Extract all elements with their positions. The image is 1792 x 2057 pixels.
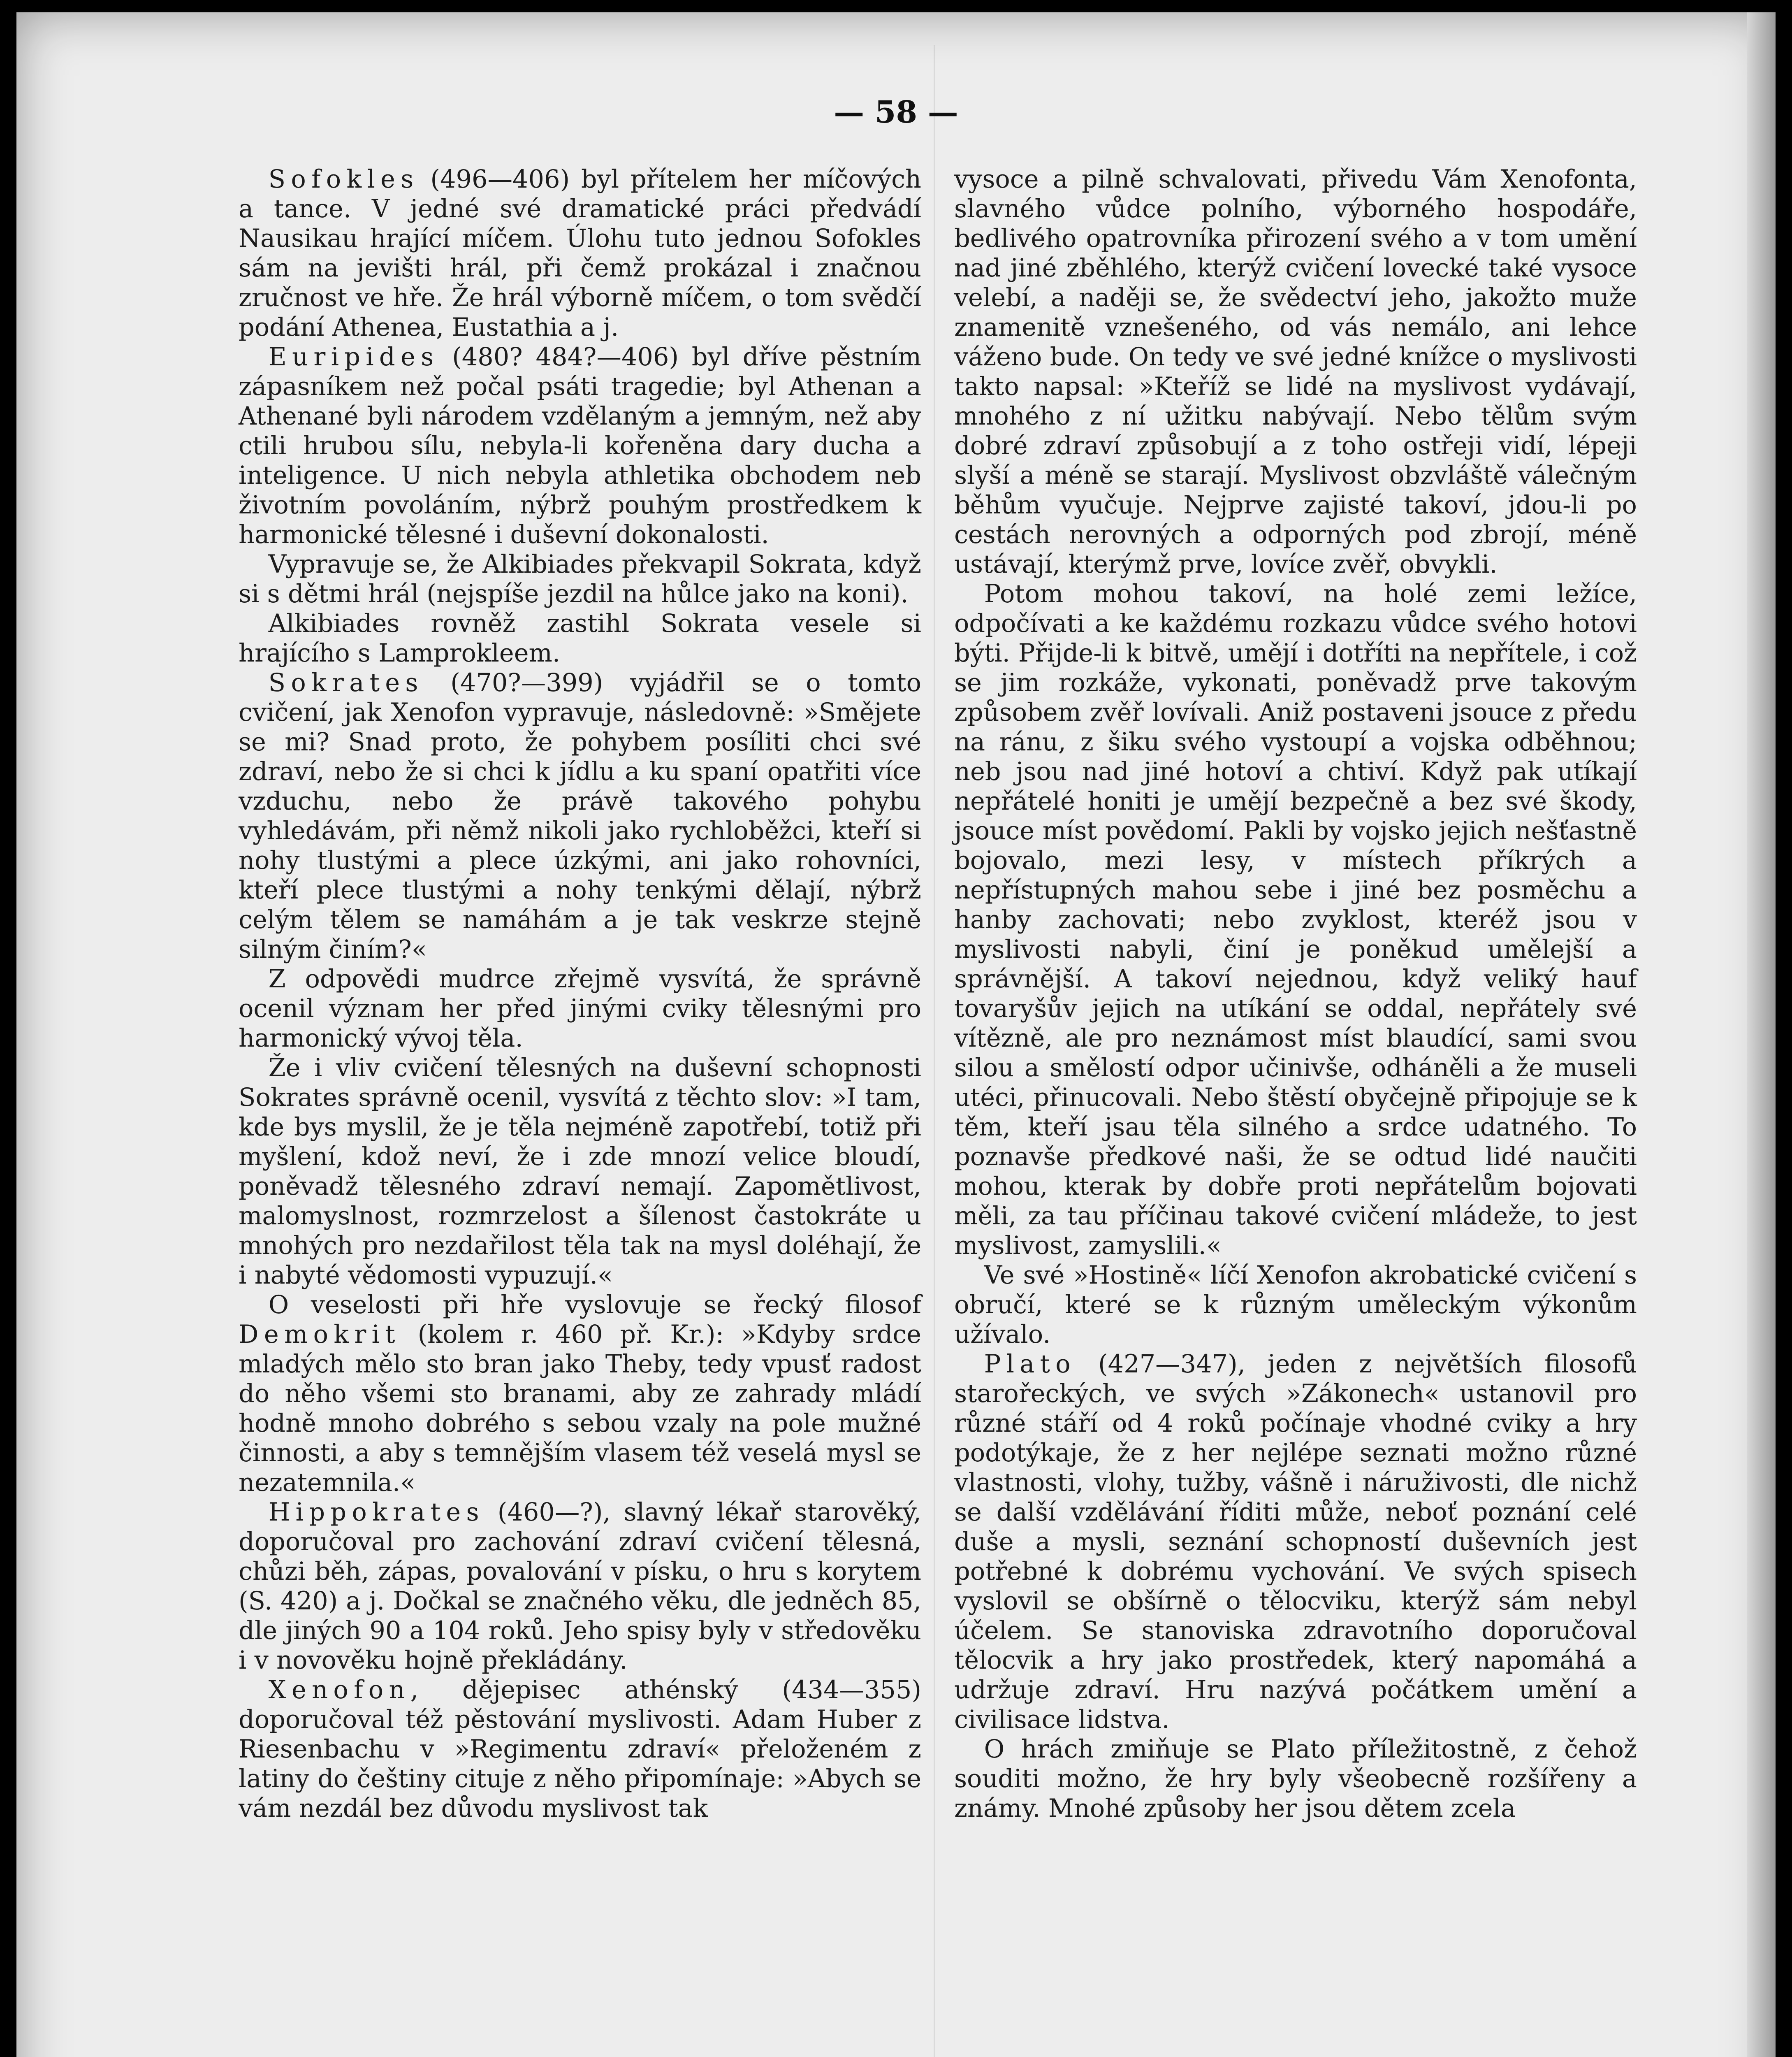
left-column	[239, 165, 921, 1823]
person-name: Euripides	[268, 343, 439, 371]
person-name: Plato	[984, 1350, 1076, 1379]
book-page	[16, 12, 1776, 2057]
paragraph-text: (496—406) byl přítelem her míčových a tance. V jedné své dramatické práci předvádí Nausikau hrající míčem. Úlohu tuto jednou Sofokles sám na jevišti hrál, při čemž prokázal i značnou zručnost ve hře. Že hrál výborně míčem, o tom svědčí podání Athenea, Eustathia a j.	[239, 165, 921, 342]
paragraph-text: vysoce a pilně schvalovati, přivedu Vám Xenofonta, slavného vůdce polního, výborného hospodáře, bedlivého opatrovníka přirození svého a v tom umění nad jiné zběhlého, kterýž cvičení lovecké také vysoce velebí, a naději se, že svědectví jeho, jakožto muže znamenitě vznešeného, od vás nemálo, ani lehce váženo bude. On tedy ve své jedné knížce o myslivosti takto napsal: »Kteříž se lidé na myslivost vydávají, mnohého z ní užitku nabývají. Nebo tělům svým dobré zdraví způsobují a z toho ostřeji vidí, lépeji slyší a méně se starají. Myslivost obzvláště válečným běhům vyučuje. Nejprve zajisté takoví, jdou-li po cestách nerovných a odporných pod zbrojí, méně ustávají, kterýmž prve, lovíce zvěř, obvykli.	[954, 165, 1637, 579]
paragraph-o-hrach	[954, 1734, 1637, 1823]
paragraph-text: (470?—399) vyjádřil se o tomto cvičení, jak Xenofon vypravuje, následovně: »Smějete se mi? Snad proto, že pohybem posíliti chci své zdraví, nebo že si chci k jídlu a ku spaní opatřiti více vzduchu, nebo že právě takového pohybu vyhledávám, při němž nikoli jako rychloběžci, kteří si nohy tlustými a plece úzkými, ani jako rohovníci, kteří plece tlustými a nohy tenkými dělají, nýbrž celým tělem se namáhám a je tak veskrze stejně silným činím?«	[239, 669, 921, 964]
paragraph-text: (480? 484?—406) byl dříve pěstním zápasníkem než počal psáti tragedie; byl Athenan a Athenané byli národem vzdělaným a jemným, než aby ctili hrubou sílu, nebyla-li kořeněna dary ducha a inteligence. U nich nebyla athletika obchodem neb životním povoláním, nýbrž pouhým prostředkem k harmonické tělesné i duševní dokonalosti.	[239, 343, 921, 549]
paragraph-text: Z odpovědi mudrce zřejmě vysvítá, že správně ocenil význam her před jinými cviky tělesnými pro harmonický vývoj těla.	[239, 965, 921, 1053]
paragraph-text: Potom mohou takoví, na holé zemi ležíce, odpočívati a ke každému rozkazu vůdce svého hotovi býti. Přijde-li k bitvě, umějí i dotříti na nepřítele, i což se jim rozkáže, vykonati, poněvadž prve takovým způsobem zvěř lovívali. Aniž postaveni jsouce z předu na ránu, z šiku svého vystoupí a vojska odběhnou; neb jsou nad jiné hotoví a chtiví. Když pak utíkají nepřátelé honiti je umějí bezpečně a bez své škody, jsouce míst povědomí. Pakli by vojsko jejich nešťastně bojovalo, mezi lesy, v místech příkrých a nepřístupných mahou sebe i jiné bez posměchu a hanby zachovati; nebo zvyklost, kteréž jsou v myslivosti nabyli, činí je poněkud umělejší a správnější. A takoví nejednou, když veliký hauf tovaryšův jejich na utíkání se oddal, nepřátely své vítězně, ale pro neznámost míst blaudící, sami svou silou a smělostí odpor učinivše, odháněli a že museli utéci, přinucovali. Nebo štěstí obyčejně připojuje se k těm, kteří jsau těla silného a srdce udatného. To poznavše předkové naši, že se odtud lidé naučiti mohou, kterak by dobře proti nepřátelům bojovati měli, za tau příčinau takové cvičení mládeže, to jest myslivost, zamyslili.«	[954, 580, 1637, 1260]
paragraph-text: (460—?), slavný lékař starověký, doporučoval pro zachování zdraví cvičení tělesná, chůzi běh, zápas, povalování v písku, o hru s korytem (S. 420) a j. Dočkal se značného věku, dle jedněch 85, dle jiných 90 a 104 roků. Jeho spisy byly v středověku i v novověku hojně překládány.	[239, 1498, 921, 1675]
paragraph-text: O hrách zmiňuje se Plato příležitostně, z čehož souditi možno, že hry byly všeobecně rozšířeny a známy. Mnohé způsoby her jsou dětem zcela	[954, 1735, 1637, 1823]
paragraph-harmonicky-vyvoj	[239, 964, 921, 1053]
paragraph-euripides	[239, 342, 921, 550]
paragraph-text: Vypravuje se, že Alkibiades překvapil Sokrata, když si s dětmi hrál (nejspíše jezdil na hůlce jako na koni).	[239, 550, 921, 608]
right-column	[954, 165, 1637, 1823]
paragraph-sofokles	[239, 165, 921, 342]
column-divider	[934, 45, 935, 2057]
paragraph-dusevni-schopnosti	[239, 1053, 921, 1290]
paragraph-xenofon-continued	[954, 165, 1637, 579]
paragraph-text: (kolem r. 460 př. Kr.): »Kdyby srdce mladých mělo sto bran jako Theby, tedy vpusť radost do něho všemi sto branami, aby ze zahrady mládí hodně mnoho dobrého s sebou vzaly na pole mužné činnosti, a aby s temnějším vlasem též veselá mysl se nezatemnila.«	[239, 1320, 921, 1497]
paragraph-alkibiades-2	[239, 609, 921, 668]
paragraph-xenofon	[239, 1675, 921, 1823]
person-name: Xenofon	[268, 1676, 410, 1704]
paragraph-hippokrates	[239, 1497, 921, 1675]
page-number: — 58 —	[834, 95, 958, 130]
paragraph-text: Ve své »Hostině« líčí Xenofon akrobatické cvičení s obručí, které se k různým uměleckým výkonům užívalo.	[954, 1261, 1637, 1349]
paragraph-alkibiades-1	[239, 550, 921, 609]
person-name: Sofokles	[268, 165, 419, 194]
paragraph-text: O veselosti při hře vyslovuje se řecký filosof	[268, 1291, 921, 1319]
paragraph-demokrit	[239, 1290, 921, 1497]
person-name: Sokrates	[268, 669, 424, 697]
paragraph-sokrates	[239, 668, 921, 964]
paragraph-hostina	[954, 1261, 1637, 1349]
person-name: Demokrit	[239, 1320, 401, 1349]
paragraph-potom-mohou	[954, 579, 1637, 1261]
binding-edge	[1747, 12, 1776, 2057]
paragraph-text: , dějepisec athénský (434—355) doporučoval též pěstování myslivosti. Adam Huber z Riesenbachu v »Regimentu zdraví« přeloženém z latiny do češtiny cituje z něho připomínaje: »Abych se vám nezdál bez důvodu myslivost tak	[239, 1676, 921, 1823]
paragraph-text: (427—347), jeden z největších filosofů starořeckých, ve svých »Zákonech« ustanovil pro různé stáří od 4 roků počínaje vhodné cviky a hry podotýkaje, že z her nejlépe seznati možno různé vlastnosti, vlohy, tužby, vášně i náruživosti, dle nichž se další vzdělávání říditi může, neboť poznání celé duše a mysli, seznání schopností duševních jest potřebné k dobrému vychování. Ve svých spisech vyslovil se obšírně o tělocviku, kterýž sám nebyl účelem. Se stanoviska zdravotního doporučoval tělocvik a hry jako prostředek, který napomáhá a udržuje zdraví. Hru nazývá počátkem umění a civilisace lidstva.	[954, 1350, 1637, 1734]
paragraph-text: Alkibiades rovněž zastihl Sokrata vesele si hrajícího s Lamprokleem.	[239, 609, 921, 668]
person-name: Hippokrates	[268, 1498, 485, 1527]
paragraph-plato	[954, 1349, 1637, 1734]
paragraph-text: Že i vliv cvičení tělesných na duševní schopnosti Sokrates správně ocenil, vysvítá z těchto slov: »I tam, kde bys myslil, že je těla nejméně zapotřebí, totiž při myšlení, kdož neví, že i zde mnozí velice bloudí, poněvadž tělesného zdraví nemají. Zapomětlivost, malomyslnost, rozmrzelost a šílenost častokráte u mnohých pro nezdařilost těla tak na mysl doléhají, že i nabyté vědomosti vypuzují.«	[239, 1054, 921, 1290]
